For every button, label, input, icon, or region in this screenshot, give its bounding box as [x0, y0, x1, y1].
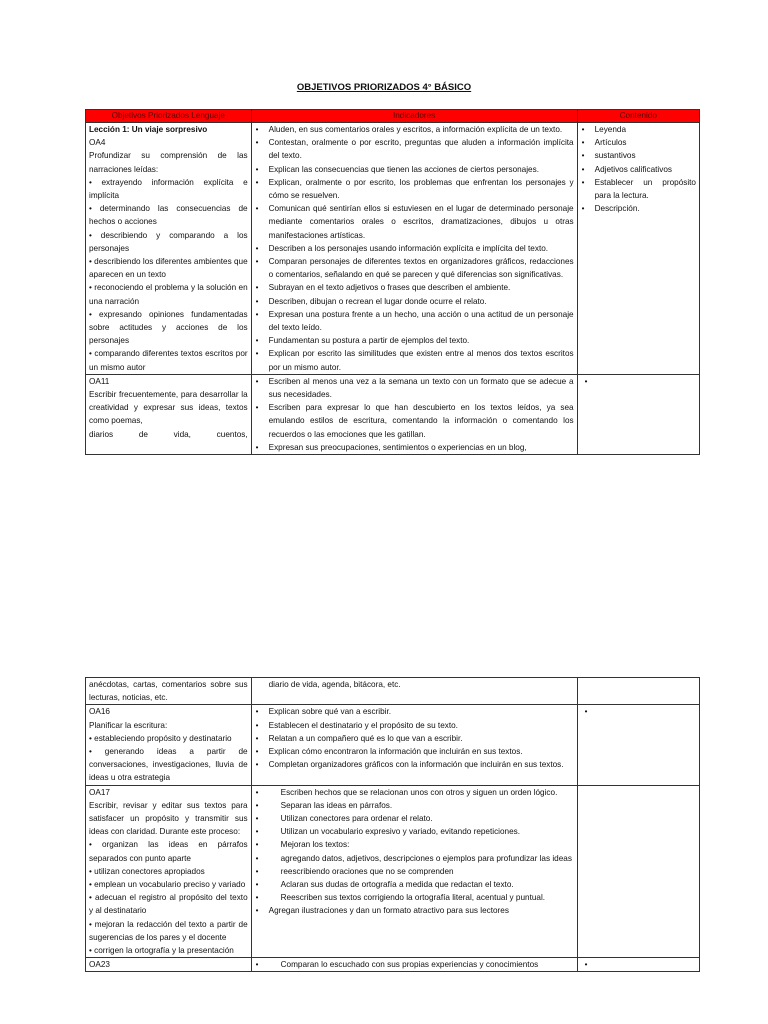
- objective-line: Escribir, revisar y editar sus textos para satisfacer un propósito y transmitir sus ideas con claridad. Durante este proceso:: [89, 800, 248, 837]
- bullet-icon: •: [255, 866, 259, 876]
- bullet-icon: •: [255, 906, 259, 916]
- bullet-icon: •: [584, 376, 588, 386]
- bullet-icon: •: [255, 442, 259, 452]
- objective-line: • extrayendo información explícita e implícita: [89, 177, 248, 201]
- bullet-icon: •: [584, 960, 588, 970]
- bullet-icon: •: [255, 814, 259, 824]
- list-item: • Escriben hechos que se relacionan unos con otros y siguen un orden lógico.: [255, 786, 574, 799]
- list-item: • Comunican qué sentirían ellos si estuviesen en el lugar de determinado personaje mediante comentarios orales o escritos, dramatizaciones, dibujos u otras manifestaciones artísticas.: [255, 204, 574, 240]
- bullet-icon: •: [255, 880, 259, 890]
- objective-line: • describiendo los diferentes ambientes que aparecen en un texto: [89, 257, 248, 280]
- objective-line: OA17: [89, 787, 110, 797]
- list-item: • Escriben al menos una vez a la semana un texto con un formato que se adecue a sus necesidades.: [255, 376, 574, 400]
- objective-cell-oa11: [86, 374, 252, 454]
- objective-line: OA23: [89, 960, 110, 970]
- list-item: • Explican por escrito las similitudes que existen entre al menos dos textos escritos por un mismo autor.: [255, 349, 574, 372]
- bullet-icon: •: [581, 138, 585, 148]
- list-item: • Escriben para expresar lo que han descubierto en los textos leídos, ya sea emulando estilos de escritura, comentando la información o comentando los recuerdos o las emociones que les gatillan.: [255, 403, 574, 439]
- indicators-cell-oa17: [251, 785, 577, 958]
- objective-line: • expresando opiniones fundamentadas sobre actitudes y acciones de los personajes: [89, 309, 248, 346]
- list-item: • Separan las ideas en párrafos.: [255, 799, 574, 812]
- bullet-icon: •: [581, 125, 585, 134]
- list-item: • Reescriben sus textos corrigiendo la ortografía literal, acentual y puntual.: [255, 891, 574, 904]
- content-cell-oa11: [577, 374, 699, 454]
- indicators-cell-oa16: [251, 705, 577, 785]
- bullet-icon: •: [255, 296, 259, 306]
- bullet-icon: •: [255, 733, 259, 743]
- bullet-icon: •: [255, 760, 259, 770]
- indicator-continuation: diario de vida, agenda, bitácora, etc.: [268, 680, 401, 689]
- objectives-table-page1: [85, 109, 700, 455]
- objective-cell-oa4: [86, 123, 252, 375]
- bullet-icon: •: [255, 243, 259, 253]
- bullet-icon: •: [255, 960, 259, 970]
- table-row-oa11-cont: [86, 678, 700, 705]
- table-row-oa4: [86, 123, 700, 375]
- list-item: • Comparan personajes de diferentes textos en organizadores gráficos, redacciones o comentarios, señalando en qué se parecen y qué diferencias son significativas.: [255, 257, 574, 280]
- bullet-icon: •: [581, 204, 585, 214]
- table-row-oa11: [86, 374, 700, 454]
- objective-line: • generando ideas a partir de conversaciones, investigaciones, lluvia de ideas u otra estrategia: [89, 747, 248, 783]
- objective-line: • mejoran la redacción del texto a partir de sugerencias de los pares y el docente: [89, 919, 248, 942]
- objective-line: Profundizar su comprensión de las narraciones leídas:: [89, 151, 248, 174]
- objective-cell-oa11-cont: [86, 678, 252, 705]
- bullet-icon: •: [255, 309, 259, 319]
- objective-line: • determinando las consecuencias de hechos o acciones: [89, 204, 248, 227]
- bullet-icon: •: [255, 177, 259, 187]
- objective-line: • emplean un vocabulario preciso y variado: [89, 880, 246, 890]
- list-item: • Explican las consecuencias que tienen las acciones de ciertos personajes.: [255, 163, 574, 176]
- list-item: • Subrayan en el texto adjetivos o frases que describen el ambiente.: [255, 281, 574, 294]
- list-item: • Explican sobre qué van a escribir.: [255, 705, 574, 718]
- table-row-oa16: [86, 705, 700, 785]
- objective-line: Escribir frecuentemente, para desarrollar la creatividad y expresar sus ideas, textos como poemas,: [89, 390, 248, 426]
- bullet-icon: •: [255, 853, 259, 863]
- bullet-icon: •: [255, 403, 259, 413]
- list-item: • Describen, dibujan o recrean el lugar donde ocurre el relato.: [255, 295, 574, 308]
- bullet-icon: •: [255, 720, 259, 730]
- content-cell-oa11-cont: [577, 678, 699, 705]
- table-row-oa23: [86, 958, 700, 972]
- bullet-icon: •: [255, 893, 259, 903]
- header-indicadores: Indicadores: [251, 110, 577, 123]
- bullet-icon: •: [255, 747, 259, 757]
- bullet-icon: •: [584, 707, 588, 717]
- list-item: • Descripción.: [581, 202, 696, 215]
- content-cell-oa4: [577, 123, 699, 375]
- list-item: • Establecer un propósito para la lectura.: [581, 177, 696, 201]
- bullet-icon: •: [255, 840, 259, 850]
- list-item: • Describen a los personajes usando información explícita e implícita del texto.: [255, 242, 574, 255]
- list-item: • Expresan una postura frente a un hecho, una acción o una actitud de un personaje del texto leído.: [255, 309, 574, 333]
- objective-line: anécdotas, cartas, comentarios sobre sus lecturas, noticias, etc.: [89, 680, 248, 703]
- list-item: • Expresan sus preocupaciones, sentimientos o experiencias en un blog,: [255, 441, 574, 454]
- bullet-icon: •: [255, 787, 259, 797]
- objective-line: OA16: [89, 707, 110, 717]
- header-contenido: Contenido: [577, 110, 699, 123]
- objective-cell-oa17: [86, 785, 252, 958]
- bullet-icon: •: [255, 376, 259, 386]
- list-item: • sustantivos: [581, 149, 696, 162]
- list-item: • Explican cómo encontraron la información que incluirán en sus textos.: [255, 745, 574, 758]
- list-item: • Comparan lo escuchado con sus propias experiencias y conocimientos: [255, 958, 574, 971]
- indicators-cell-oa11: [251, 374, 577, 454]
- bullet-icon: •: [255, 827, 259, 837]
- objective-line: • estableciendo propósito y destinatario: [89, 733, 232, 743]
- content-cell-oa16: [577, 705, 699, 785]
- list-item: • reescribiendo oraciones que no se comprenden: [255, 865, 574, 878]
- indicators-cell-oa11-cont: [251, 678, 577, 705]
- bullet-icon: •: [255, 125, 259, 134]
- list-item: • Leyenda: [581, 123, 696, 136]
- list-item: • Relatan a un compañero qué es lo que van a escribir.: [255, 732, 574, 745]
- list-item: • Utilizan un vocabulario expresivo y variado, evitando repeticiones.: [255, 825, 574, 838]
- objective-cell-oa16: [86, 705, 252, 785]
- indicators-cell-oa23: [251, 958, 577, 972]
- bullet-icon: •: [255, 707, 259, 717]
- objective-line: • adecuan el registro al propósito del texto y al destinatario: [89, 893, 248, 916]
- objective-line: OA11: [89, 376, 110, 386]
- objective-line: diarios de vida, cuentos,: [89, 429, 248, 439]
- objective-line: • utilizan conectores apropiados: [89, 866, 205, 876]
- content-cell-oa23: [577, 958, 699, 972]
- list-item: • Artículos: [581, 136, 696, 149]
- objectives-table-page2: [85, 677, 700, 972]
- list-item: • Mejoran los textos:: [255, 838, 574, 851]
- list-item: • Establecen el destinatario y el propósito de su texto.: [255, 719, 574, 732]
- bullet-icon: •: [581, 164, 585, 174]
- list-item: • Completan organizadores gráficos con la información que incluirán en sus textos.: [255, 758, 574, 771]
- bullet-icon: •: [255, 800, 259, 810]
- objective-line: • corrigen la ortografía y la presentación: [89, 946, 234, 956]
- objective-line: OA4: [89, 138, 106, 148]
- list-item: • agregando datos, adjetivos, descripciones o ejemplos para profundizar las ideas: [255, 852, 574, 865]
- bullet-icon: •: [255, 283, 259, 293]
- list-item: • Contestan, oralmente o por escrito, preguntas que aluden a información implícita del texto.: [255, 138, 574, 161]
- bullet-icon: •: [581, 177, 585, 187]
- objective-cell-oa23: [86, 958, 252, 972]
- list-item: • Aclaran sus dudas de ortografía a medida que redactan el texto.: [255, 878, 574, 891]
- table-header-row: [86, 110, 700, 123]
- objective-line: • describiendo y comparando a los personajes: [89, 230, 248, 253]
- bullet-icon: •: [255, 336, 259, 346]
- lesson-title: Lección 1: Un viaje sorpresivo: [89, 125, 208, 134]
- bullet-icon: •: [255, 138, 259, 148]
- list-item: • Fundamentan su postura a partir de ejemplos del texto.: [255, 334, 574, 347]
- content-cell-oa17: [577, 785, 699, 958]
- header-objetivos: Objetivos Priorizados Lenguaje: [86, 110, 252, 123]
- document-title: OBJETIVOS PRIORIZADOS 4° BÁSICO: [296, 82, 472, 93]
- objective-line: • reconociendo el problema y la solución en una narración: [89, 283, 248, 306]
- list-item: • Utilizan conectores para ordenar el relato.: [255, 812, 574, 825]
- objective-line: Planificar la escritura:: [89, 720, 168, 730]
- bullet-icon: •: [255, 164, 259, 174]
- bullet-icon: •: [255, 257, 259, 267]
- bullet-icon: •: [255, 349, 259, 359]
- bullet-icon: •: [255, 204, 259, 214]
- list-item: • Aluden, en sus comentarios orales y escritos, a información explícita de un texto.: [255, 123, 574, 136]
- objective-line: • organizan las ideas en párrafos separados con punto aparte: [89, 840, 248, 863]
- list-item: • Agregan ilustraciones y dan un formato atractivo para sus lectores: [255, 904, 574, 917]
- list-item: • Adjetivos calificativos: [581, 163, 696, 176]
- indicators-cell-oa4: [251, 123, 577, 375]
- bullet-icon: •: [581, 151, 585, 161]
- list-item: • Explican, oralmente o por escrito, los problemas que enfrentan los personajes y cómo se resuelven.: [255, 177, 574, 201]
- table-row-oa17: [86, 785, 700, 958]
- objective-line: • comparando diferentes textos escritos por un mismo autor: [89, 349, 248, 372]
